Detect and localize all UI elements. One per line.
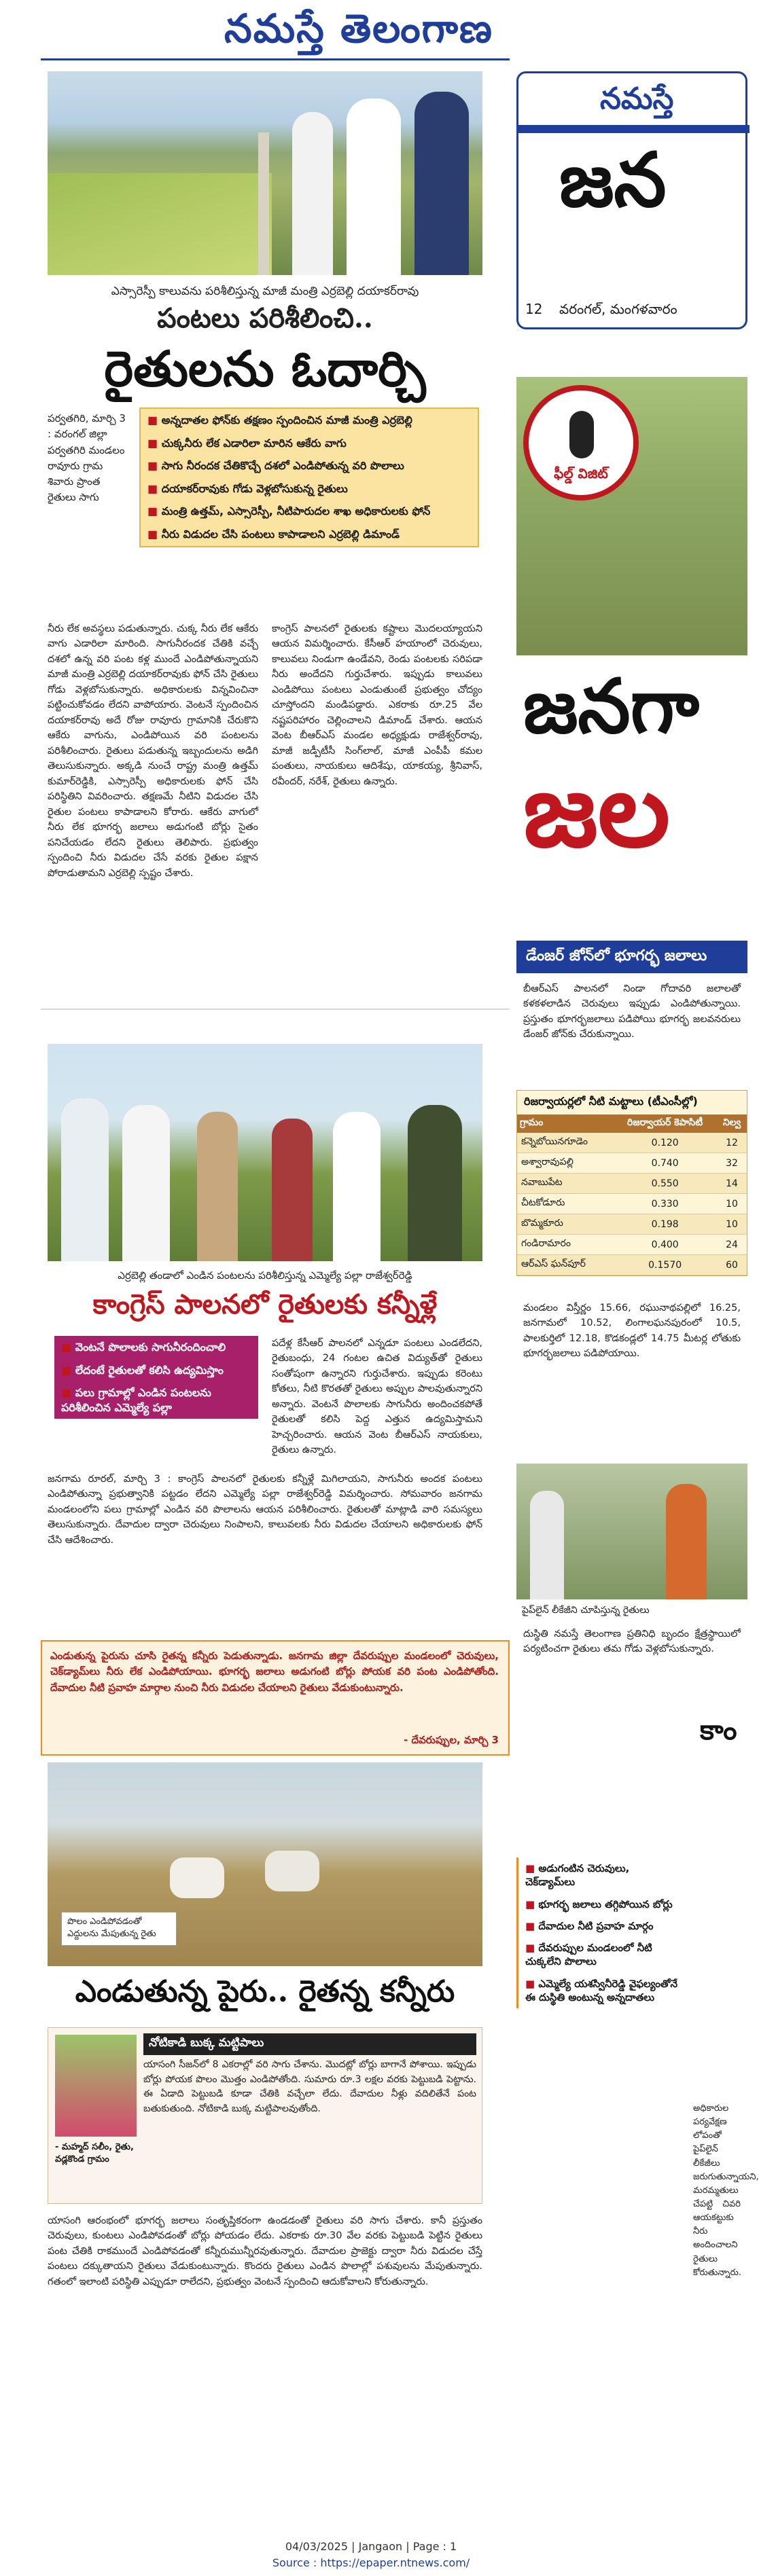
table-row — [517, 1194, 747, 1214]
person-figure — [408, 1105, 462, 1261]
table-row — [517, 1214, 747, 1235]
mast-band — [518, 125, 749, 133]
left-column — [41, 65, 510, 2442]
bullet-item: ■ అన్నదాతల ఫోన్‌కు తక్షణం స్పందించిన మాజీ మంత్రి ఎర్రబెల్లి — [141, 409, 478, 432]
table-cell: 10 — [717, 1194, 747, 1214]
person-figure — [292, 112, 333, 275]
bullet-item: ■ భూగర్భ జలాలు తగ్గిపోయిన బోర్లు — [518, 1893, 686, 1915]
reservoir-grid — [517, 1114, 747, 1275]
table-row — [517, 1235, 747, 1255]
bullet-item: ■ వెంటనే పొలాలకు సాగునీరందించాలి — [54, 1336, 258, 1359]
right-body-bottom: అధికారుల పర్యవేక్షణ లోపంతో పైప్‌లైన్ లీకేజీలు జరుగుతున్నాయని, మరమ్మతులు చేపట్టి చివరి ఆయకట్టుకు నీరు అందించాలని రైతులు కోరుతున్నారు. — [693, 2103, 759, 2278]
bullet-item: ■ పలు గ్రామాల్లో ఎండిన పంటలను పరిశీలించిన ఎమ్మెల్యే పల్లా — [54, 1381, 258, 1419]
story-2 — [41, 1009, 510, 1633]
person-figure — [414, 92, 469, 275]
person-figure — [61, 1098, 109, 1261]
story-2-caption: ఎర్రబెల్లి తండాలో ఎండిన పంటలను పరిశీలిస్తున్న ఎమ్మెల్యే పల్లా రాజేశ్వర్‌రెడ్డి — [118, 1269, 412, 1282]
table-cell: 12 — [717, 1133, 747, 1153]
sidebar-credit: - మహ్మద్ సలీం, రైతు, వడ్లకొండ గ్రామం — [55, 2142, 134, 2164]
table-row — [517, 1174, 747, 1194]
table-cell: 10 — [717, 1214, 747, 1235]
table-cell: 0.198 — [613, 1214, 717, 1235]
bullet-item: ■ సాగు నీరందక చేతికొచ్చే దశలో ఎండిపోతున్న వరి పొలాలు — [141, 454, 478, 477]
right-headline-big: జల — [523, 750, 671, 870]
right-headline-top: జనగా — [523, 662, 699, 750]
story-2-headline: కాంగ్రెస్ పాలనలో రైతులకు కన్నీళ్లే — [92, 1288, 438, 1320]
ox-figure — [170, 1857, 224, 1898]
person-figure — [666, 1484, 707, 1599]
table-cell: 0.740 — [613, 1153, 717, 1174]
canal-wall — [258, 132, 269, 275]
newspaper-brand: నమస్తే తెలంగాణ — [224, 5, 493, 52]
story-3-sidebar — [48, 2027, 482, 2204]
table-row — [517, 1153, 747, 1174]
ox-figure — [265, 1851, 319, 1891]
right-column — [516, 65, 759, 2537]
bullet-item: ■ దయాకర్‌రావుకు గోడు వెళ్లబోసుకున్న రైతులు — [141, 477, 478, 501]
table-cell: 0.120 — [613, 1133, 717, 1153]
story-1 — [41, 65, 510, 1009]
person-figure — [333, 1112, 381, 1261]
table-row — [517, 1133, 747, 1153]
story-2-bullets — [54, 1336, 258, 1419]
bullet-item: ■ దేవాదుల నీటి ప్రవాహ మార్గం — [518, 1915, 686, 1937]
table-cell: 14 — [717, 1174, 747, 1194]
footer-edition: 04/03/2025 | Jangaon | Page : 1 — [285, 2540, 457, 2553]
sidebar-title: నోటికాడి బుక్క మట్టిపాలు — [143, 2033, 476, 2055]
table-cell: బొమ్మకూరు — [517, 1214, 613, 1235]
reservoir-table — [516, 1090, 747, 1276]
story-1-photo — [48, 71, 482, 275]
table-title: రిజర్వాయర్లలో నీటి మట్టాలు (టీఎంసీల్లో) — [524, 1095, 698, 1108]
story-3-body: యాసంగి ఆరంభంలో భూగర్భ జలాలు సంతృప్తికరంగా ఉండడంతో రైతులు వరి సాగు చేశారు. కానీ ప్రస్తుతం చెరువులు, కుంటలు ఎండిపోవడంతో బోర్లు పోయడం లేదు. ఎకరాకు రూ.30 వేల వరకు పెట్టుబడి పెట్టిన రైతులు పంట చేతికి రాకముందే ఎండిపోవడంతో కన్నీరుమున్నీరవుతున్నారు. దేవాదుల ప్రాజెక్టు ద్వారా నీరు విడుదల చేస్తే పంటలు దక్కుతాయని రైతులు వేడుకుంటున్నారు. కొందరు రైతులు ఎండిన పొలాల్లో పశువులను మేపుతున్నారు. గతంలో ఇలాంటి పరిస్థితి ఎప్పుడూ రాలేదని, ప్రభుత్వం వెంటనే స్పందించి ఆదుకోవాలని కోరుతున్నారు. — [48, 2215, 482, 2287]
right-masthead-card — [516, 71, 747, 329]
story-1-body-col-2: కాంగ్రెస్ పాలనలో రైతులకు కష్టాలు మొదలయ్యాయని ఆయన విమర్శించారు. కేసీఆర్ హయాంలో చెరువులు, కాలువలు నిండుగా ఉండేవని, రెండు పంటలకు సరిపడా నీరు అందేదని గుర్తుచేశారు. ఇప్పుడు కాలువలు ఎండిపోయి పంటలు ఎండుతుంటే ప్రభుత్వం చోద్యం చూస్తోందని మండిపడ్డారు. ఎకరాకు రూ.25 వేల నష్టపరిహారం చెల్లించాలని డిమాండ్ చేశారు. ఆయన వెంట బీఆర్‌ఎస్ మండల అధ్యక్షుడు రాజేశ్వర్‌రావు, మాజీ జడ్పీటీసీ సింగ్‌లాల్, మాజీ ఎంపీపీ కమల పంతులు, నాయకులు ఆదిశేషు, యాకయ్య, శ్రీనివాస్, రవీందర్, నరేశ్, రైతులు ఉన్నారు. — [272, 623, 482, 787]
right-headline-lower: కాం — [700, 1715, 737, 1746]
table-cell: 60 — [717, 1255, 747, 1275]
bullet-item: ■ అడుగంటిన చెరువులు, చెక్‌డ్యామ్‌లు — [518, 1857, 686, 1893]
table-cell: అశ్వారావుపల్లి — [517, 1153, 613, 1174]
story-3-photo — [48, 1762, 482, 1966]
person-figure — [197, 1112, 238, 1261]
pipeline-photo — [516, 1464, 747, 1599]
footer-source-link[interactable]: Source : https://epaper.ntnews.com/ — [272, 2556, 470, 2569]
bullet-item: ■ లేదంటే రైతులతో కలిసి ఉద్యమిస్తాం — [54, 1359, 258, 1382]
table-header: గ్రామం — [517, 1114, 613, 1133]
table-cell: 0.1570 — [613, 1255, 717, 1275]
table-header: రిజర్వాయర్ కెపాసిటీ — [613, 1114, 717, 1133]
pipeline-caption: పైప్‌లైన్ లీకేజీని చూపిస్తున్న రైతులు — [522, 1605, 650, 1616]
issue-dateline: వరంగల్, మంగళవారం — [559, 301, 677, 317]
table-cell: ఆర్‌ఎస్ ఘన్‌పూర్ — [517, 1255, 613, 1275]
table-cell: 32 — [717, 1153, 747, 1174]
right-body-lower: దుస్థితి నమస్తే తెలంగాణ ప్రతినిధి బృందం క్షేత్రస్థాయిలో పర్యటించగా రైతులు తమ గోడు వెళ్లబోసుకున్నారు. — [523, 1629, 741, 1655]
table-cell: 0.400 — [613, 1235, 717, 1255]
table-cell: చీటకోడూరు — [517, 1194, 613, 1214]
quote-text: ఎండుతున్న పైరును చూసి రైతన్న కన్నీరు పెడుతున్నాడు. జనగామ జిల్లా దేవరుప్పుల మండలంలో చెరువులు, చెక్‌డ్యామ్‌లు నీరు లేక ఎండిపోయాయి. భూగర్భ జలాలు అడుగంటి బోర్లు పోయక వరి పంట ఎండిపోతోంది. దేవాదుల నీటి ప్రవాహ మార్గాల నుంచి నీరు విడుదల చేయాలని రైతులు వేడుకుంటున్నారు. — [50, 1650, 499, 1694]
story-1-dateline: పర్వతగిరి, మార్చి 3 : వరంగల్ జిల్లా పర్వతగిరి మండలం రావూరు గ్రామ శివారు ప్రాంత రైతులు సాగు — [48, 412, 126, 504]
story-3-caption: పొలం ఎండిపోవడంతో ఎద్దులను మేపుతున్న రైతు — [61, 1912, 177, 1946]
bullet-item: ■ ఎమ్మెల్యే యశస్వినీరెడ్డి వైఫల్యంతోనే ఈ దుస్థితి అంటున్న అన్నదాతలు — [518, 1973, 686, 2009]
quote-box — [41, 1640, 510, 1756]
page-footer — [0, 2539, 742, 2571]
right-intro: బీఆర్‌ఎస్ పాలనలో నిండా గోదావరి జలాలతో కళకళలాడిన చెరువులు ఇప్పుడు ఎండిపోతున్నాయి. ప్రస్తుతం భూగర్భజలాలు పడిపోయి భూగర్భ జలవనరులు డేంజర్ జోన్‌కు చేరుకున్నాయి. — [523, 983, 741, 1040]
right-mast-text: నమస్తే — [600, 81, 674, 116]
person-figure — [530, 1491, 564, 1599]
field-photo — [516, 377, 747, 655]
field-visit-badge — [523, 385, 639, 501]
quote-credit: - దేవరుప్పుల, మార్చి 3 — [404, 1734, 499, 1746]
story-3-headline: ఎండుతున్న పైరు.. రైతన్న కన్నీరు — [75, 1974, 455, 2009]
right-mast-big: జన — [559, 136, 667, 223]
field-visit-label: ఫీల్డ్ విజిట్ — [554, 465, 608, 482]
sidebar-body: యాసంగి సీజన్‌లో 8 ఎకరాల్లో వరి సాగు చేశాను. మొదట్లో బోర్లు బాగానే పోశాయి. ఇప్పుడు బోర్లు పోయక పొలం మొత్తం ఎండిపోతోంది. సుమారు రూ.3 లక్షల వరకు పెట్టుబడి పెట్టాను. ఈ ఏడాది పెట్టుబడి కూడా చేతికి వచ్చేలా లేదు. దేవాదుల నీళ్లు వదిలితేనే పంట బతుకుతుంది. నోటికాడి బుక్క మట్టిపాలవుతోంది. — [143, 2059, 476, 2115]
story-1-caption: ఎస్సారెస్పీ కాలువను పరిశీలిస్తున్న మాజీ మంత్రి ఎర్రబెల్లి దయాకర్‌రావు — [111, 285, 419, 298]
table-cell: 0.330 — [613, 1194, 717, 1214]
table-cell: గండిరామారం — [517, 1235, 613, 1255]
farmer-portrait — [55, 2035, 137, 2137]
masthead-rule — [41, 58, 510, 60]
story-2-body-col-1: జనగామ రూరల్, మార్చి 3 : కాంగ్రెస్ పాలనలో రైతులకు కన్నీళ్లే మిగిలాయని, సాగునీరు అందక పంటలు ఎండిపోతున్నా ప్రభుత్వానికి పట్టడం లేదని ఎమ్మెల్యే పల్లా రాజేశ్వర్‌రెడ్డి విమర్శించారు. సోమవారం జనగామ మండలంలోని పలు గ్రామాల్లో ఎండిన వరి పొలాలను ఆయన పరిశీలించారు. రైతులతో మాట్లాడి వారి సమస్యలు తెలుసుకున్నారు. దేవాదుల ద్వారా చెరువులు నింపాలని, కాలువలకు నీరు విడుదల చేయాలని అధికారులకు ఫోన్ చేసి ఆదేశించారు. — [48, 1474, 482, 1546]
person-figure — [122, 1105, 170, 1261]
story-1-body-col-1: నీరు లేక అవస్థలు పడుతున్నారు. చుక్క నీరు లేక ఆకేరు వాగు ఎడారిలా మారింది. సాగునీరందక చేతికి వచ్చే దశలో ఉన్న వరి పంట కళ్ల ముందే ఎండిపోతున్నాయని మాజీ మంత్రి ఎర్రబెల్లి దయాకర్‌రావుకు ఫోన్ చేసి రైతులు గోడు వెళ్లబోసుకున్నారు. అధికారులకు విన్నవించినా పట్టించుకోవడం లేదని వాపోయారు. వెంటనే స్పందించిన దయాకర్‌రావు అదే రోజు రావూరు గ్రామానికి చేరుకొని ఆకేరు వాగును, ఎండిపోయిన వరి పంటలను పరిశీలించారు. రైతులు పడుతున్న ఇబ్బందులను అడిగి తెలుసుకున్నారు. అక్కడి నుంచే రాష్ట్ర మంత్రి ఉత్తమ్ కుమార్‌రెడ్డికి, ఎస్సారెస్పీ అధికారులకు ఫోన్ చేసి పరిస్థితిని వివరించారు. తక్షణమే నీటిని విడుదల చేసి రైతుల పంటలు కాపాడాలని కోరారు. ఆకేరు వాగులో నీరు లేక భూగర్భ జలాలు అడుగంటి బోర్లు సైతం పనిచేయడం లేదని రైతులు తెలిపారు. ప్రభుత్వం స్పందించి నీరు విడుదల చేసే వరకు రైతుల పక్షాన పోరాడుతామని ఎర్రబెల్లి స్పష్టం చేశారు. — [48, 623, 258, 879]
table-row — [517, 1255, 747, 1275]
table-cell: నవాబుపేట — [517, 1174, 613, 1194]
right-body-mid: మండలం విస్తీర్ణం 15.66, రఘునాథపల్లిలో 16.25, జనగామలో 10.52, లింగాలఘనపురంలో 10.5, పాలకుర్తిలో 12.18, కొడకండ్లలో 14.75 మీటర్ల లోతుకు భూగర్భజలాలు పడిపోయాయి. — [523, 1303, 741, 1360]
story-1-headline: రైతులను ఓదార్చి — [104, 340, 426, 397]
microphone-icon — [569, 411, 594, 458]
masthead — [0, 0, 742, 61]
table-cell: కన్నెబోయినగూడెం — [517, 1133, 613, 1153]
story-1-kicker: పంటలు పరిశీలించి.. — [157, 302, 373, 334]
table-header: నిల్వ — [717, 1114, 747, 1133]
story-1-bullets — [139, 407, 479, 547]
bullet-item: ■ చుక్కనీరు లేక ఎడారిలా మారిన ఆకేరు వాగు — [141, 432, 478, 455]
issue-number: 12 — [525, 301, 543, 317]
table-cell: 24 — [717, 1235, 747, 1255]
story-3 — [41, 1762, 510, 2442]
danger-strip: డేంజర్ జోన్‌లో భూగర్భ జలాలు — [516, 941, 747, 973]
story-2-photo — [48, 1044, 482, 1261]
story-2-body-col-2: పదేళ్ల కేసీఆర్ పాలనలో ఎన్నడూ పంటలు ఎండలేదని, రైతుబంధు, 24 గంటల ఉచిత విద్యుత్‌తో రైతులు సంతోషంగా ఉన్నారని గుర్తుచేశారు. ఇప్పుడు కరెంటు కోతలు, నీటి కొరతతో రైతులు అప్పుల పాలవుతున్నారని అన్నారు. వెంటనే పొలాలకు సాగునీరు అందించకపోతే రైతులతో కలిసి పెద్ద ఎత్తున ఉద్యమిస్తామని హెచ్చరించారు. ఆయన వెంట బీఆర్‌ఎస్ నాయకులు, రైతులు ఉన్నారు. — [272, 1338, 482, 1456]
bullet-item: ■ మంత్రి ఉత్తమ్, ఎస్సారెస్పీ, నీటిపారుదల శాఖ అధికారులకు ఫోన్ — [141, 500, 478, 523]
bullet-item: ■ నీరు విడుదల చేసి పంటలు కాపాడాలని ఎర్రబెల్లి డిమాండ్ — [141, 523, 478, 546]
canal-water — [48, 173, 272, 275]
person-figure — [272, 1119, 313, 1261]
table-cell: 0.550 — [613, 1174, 717, 1194]
bullet-item: ■ దేవరుప్పుల మండలంలో నీటి చుక్కలేని పొలాలు — [518, 1937, 686, 1973]
person-figure — [347, 98, 401, 275]
